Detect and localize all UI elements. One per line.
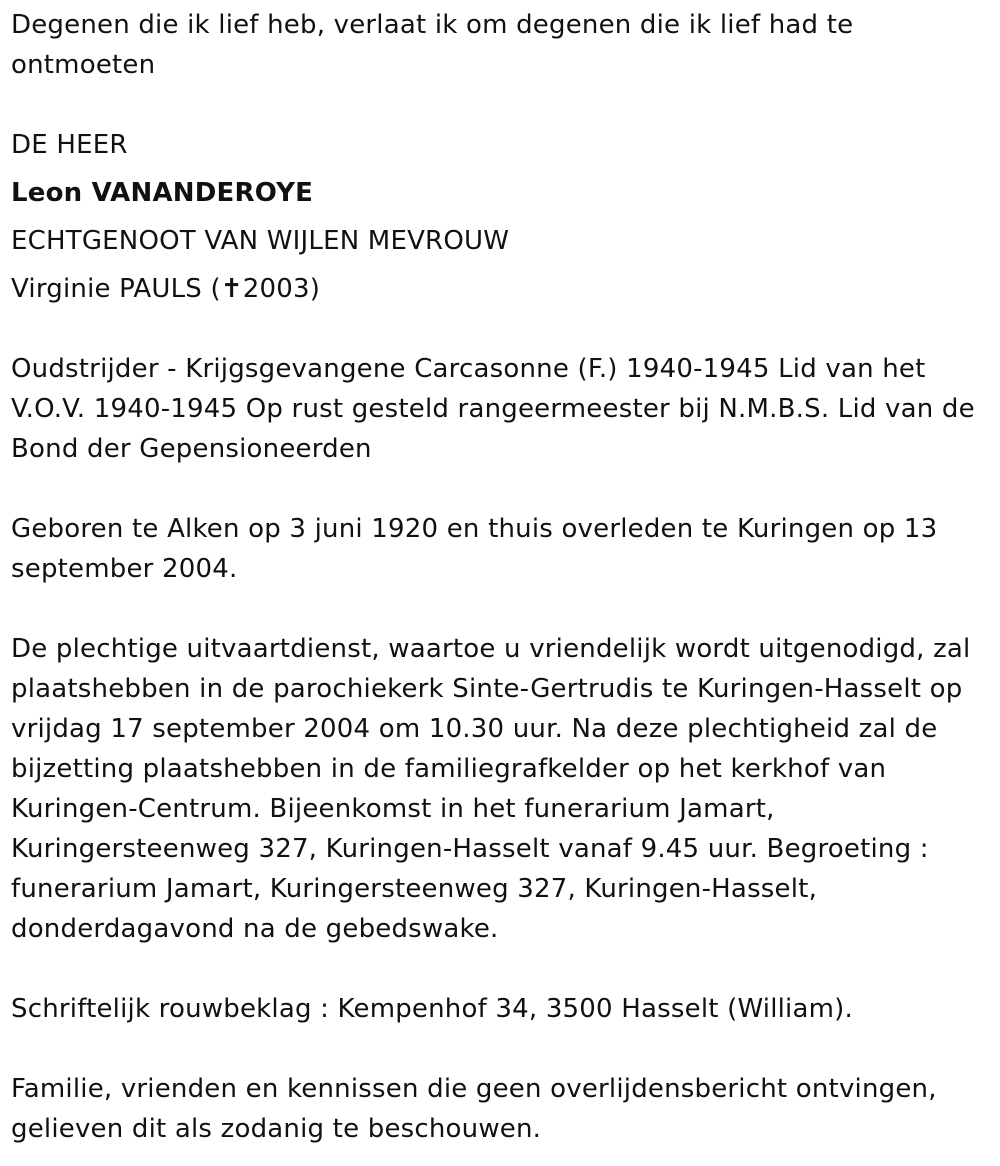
biography-line-2: V.O.V. 1940-1945 Op rust gesteld rangeermeester bij N.M.B.S. Lid van de [11,394,975,424]
quote-line-1: Degenen die ik lief heb, verlaat ik om degenen die ik lief had te [11,10,854,40]
salutation: DE HEER [11,130,128,160]
funeral-paragraph [11,629,986,949]
obituary-document [11,5,986,1149]
birth-death-line-1: Geboren te Alken op 3 juni 1920 en thuis overleden te Kuringen op 13 [11,514,938,544]
spouse-name: Virginie PAULS (✝2003) [11,274,321,304]
closing-line-2: gelieven dit als zodanig te beschouwen. [11,1114,542,1144]
funeral-line-1: De plechtige uitvaartdienst, waartoe u vriendelijk wordt uitgenodigd, zal [11,634,971,664]
birth-death-line-2: september 2004. [11,554,238,584]
closing-line-1: Familie, vrienden en kennissen die geen overlijdensbericht ontvingen, [11,1074,937,1104]
funeral-line-6: Kuringersteenweg 327, Kuringen-Hasselt vanaf 9.45 uur. Begroeting : [11,834,929,864]
deceased-name: Leon VANANDEROYE [11,178,314,208]
spouse-label: ECHTGENOOT VAN WIJLEN MEVROUW [11,226,510,256]
quote-paragraph [11,5,986,85]
funeral-line-4: bijzetting plaatshebben in de familiegrafkelder op het kerkhof van [11,754,887,784]
birth-death-paragraph [11,509,986,589]
condolences-paragraph [11,989,986,1029]
closing-paragraph [11,1069,986,1149]
quote-line-2: ontmoeten [11,50,156,80]
condolences-text: Schriftelijk rouwbeklag : Kempenhof 34, 3500 Hasselt (William). [11,994,853,1024]
funeral-line-8: donderdagavond na de gebedswake. [11,914,499,944]
biography-line-1: Oudstrijder - Krijgsgevangene Carcasonne (F.) 1940-1945 Lid van het [11,354,926,384]
biography-paragraph [11,349,986,469]
funeral-line-3: vrijdag 17 september 2004 om 10.30 uur. Na deze plechtigheid zal de [11,714,938,744]
funeral-line-2: plaatshebben in de parochiekerk Sinte-Gertrudis te Kuringen-Hasselt op [11,674,963,704]
biography-line-3: Bond der Gepensioneerden [11,434,372,464]
funeral-line-7: funerarium Jamart, Kuringersteenweg 327, Kuringen-Hasselt, [11,874,818,904]
funeral-line-5: Kuringen-Centrum. Bijeenkomst in het funerarium Jamart, [11,794,775,824]
deceased-block [11,125,986,309]
